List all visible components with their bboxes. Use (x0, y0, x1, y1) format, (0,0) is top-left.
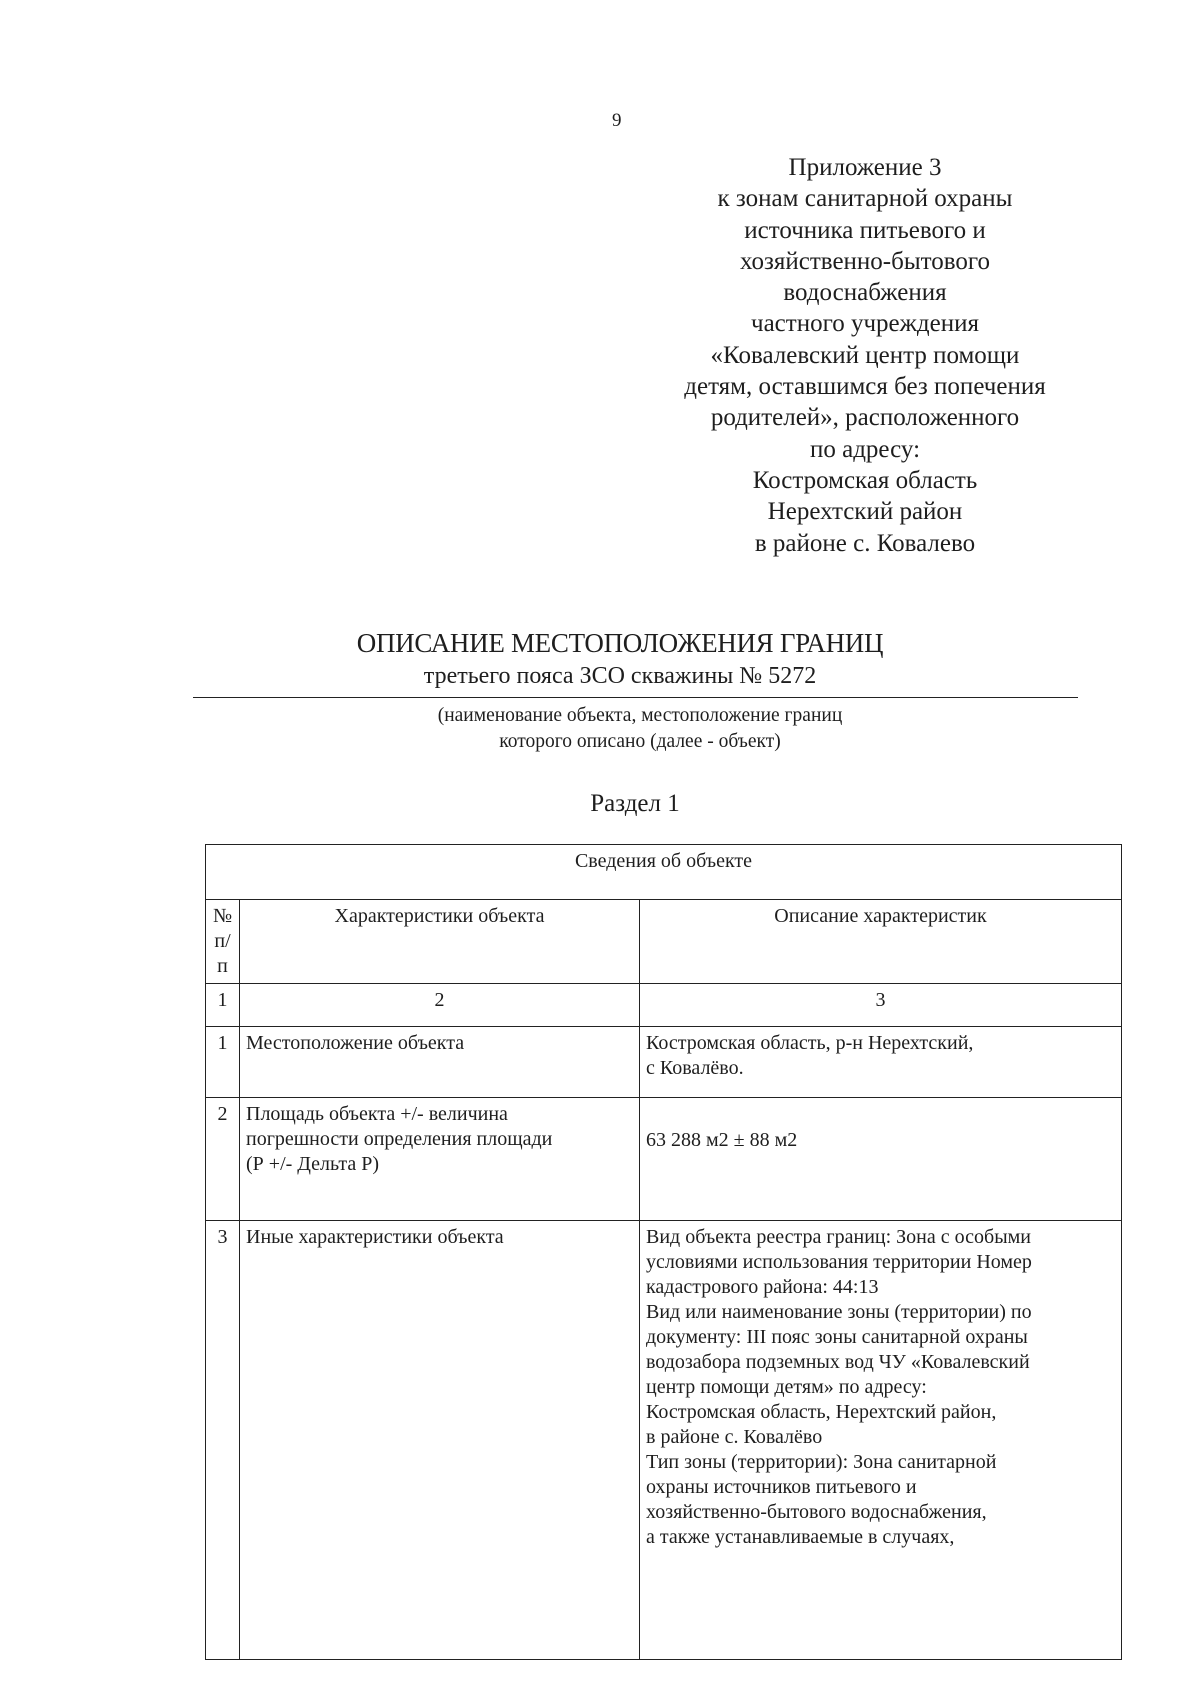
row-number: 1 (206, 1027, 240, 1098)
header-description: Описание характеристик (640, 900, 1122, 984)
appendix-line: родителей», расположенного (710, 404, 1020, 432)
description-line: а также устанавливаемые в случаях, (646, 1526, 955, 1548)
appendix-line: водоснабжения (783, 279, 947, 307)
header-num-line: № (212, 905, 233, 927)
table-row (206, 1098, 1122, 1221)
header-characteristic: Характеристики объекта (240, 900, 640, 984)
row-description (640, 1027, 1122, 1098)
page-number: 9 (612, 110, 622, 131)
description-line: центр помощи детям» по адресу: (646, 1376, 927, 1398)
object-info-table (205, 844, 1122, 1660)
table-caption: Сведения об объекте (206, 845, 1122, 900)
description-line: Вид или наименование зоны (территории) по (646, 1301, 1032, 1323)
appendix-line: в районе с. Ковалево (754, 529, 976, 557)
object-caption (300, 703, 980, 755)
characteristic-line: Площадь объекта +/- величина (246, 1103, 508, 1125)
row-number: 2 (206, 1098, 240, 1221)
appendix-header (655, 152, 1075, 559)
header-num (206, 900, 240, 984)
object-name: третьего пояса ЗСО скважины № 5272 (423, 663, 817, 689)
appendix-line: Приложение 3 (788, 154, 942, 181)
appendix-line: Нерехтский район (767, 498, 963, 526)
document-title: ОПИСАНИЕ МЕСТОПОЛОЖЕНИЯ ГРАНИЦ (356, 628, 884, 658)
table-header-row (206, 900, 1122, 984)
description-line: водозабора подземных вод ЧУ «Ковалевский (646, 1351, 1030, 1373)
underline-divider (193, 697, 1078, 698)
description-line: охраны источников питьевого и (646, 1476, 917, 1498)
appendix-line: к зонам санитарной охраны (717, 185, 1013, 213)
table-row (206, 1221, 1122, 1660)
row-characteristic: Местоположение объекта (240, 1027, 640, 1098)
description-line: с Ковалёво. (646, 1057, 744, 1079)
appendix-line: Костромская область (752, 466, 978, 494)
table-row (206, 1027, 1122, 1098)
column-number: 1 (206, 984, 240, 1027)
description-line: документу: III пояс зоны санитарной охраны (646, 1326, 1028, 1348)
object-caption-line: которого описано (далее - объект) (499, 731, 781, 752)
row-characteristic (240, 1098, 640, 1221)
section-title: Раздел 1 (590, 790, 680, 817)
object-caption-line: (наименование объекта, местоположение границ (437, 705, 843, 726)
row-number: 3 (206, 1221, 240, 1660)
description-line: условиями использования территории Номер (646, 1251, 1032, 1273)
description-line: кадастрового района: 44:13 (646, 1276, 879, 1298)
table-caption-row (206, 845, 1122, 900)
appendix-line: детям, оставшимся без попечения (684, 373, 1046, 401)
appendix-line: частного учреждения (751, 310, 979, 338)
description-line: Костромская область, Нерехтский район, (646, 1401, 997, 1423)
row-description (640, 1098, 1122, 1221)
row-characteristic: Иные характеристики объекта (240, 1221, 640, 1660)
description-line: Тип зоны (территории): Зона санитарной (646, 1451, 997, 1473)
column-number: 3 (640, 984, 1122, 1027)
appendix-line: по адресу: (809, 435, 921, 463)
appendix-line: источника питьевого и (744, 216, 986, 244)
column-numbers-row (206, 984, 1122, 1027)
row-description (640, 1221, 1122, 1660)
description-line: хозяйственно-бытового водоснабжения, (646, 1501, 987, 1523)
header-num-line: п/п (214, 930, 231, 977)
description-line: Костромская область, р-н Нерехтский, (646, 1032, 974, 1054)
characteristic-line: (Р +/- Дельта Р) (246, 1153, 380, 1175)
characteristic-line: погрешности определения площади (246, 1128, 553, 1150)
appendix-line: «Ковалевский центр помощи (710, 341, 1020, 369)
description-line: Вид объекта реестра границ: Зона с особыми (646, 1226, 1031, 1248)
appendix-line: хозяйственно-бытового (739, 247, 991, 275)
column-number: 2 (240, 984, 640, 1027)
description-line: 63 288 м2 ± 88 м2 (646, 1129, 798, 1151)
description-line: в районе с. Ковалёво (646, 1426, 823, 1448)
